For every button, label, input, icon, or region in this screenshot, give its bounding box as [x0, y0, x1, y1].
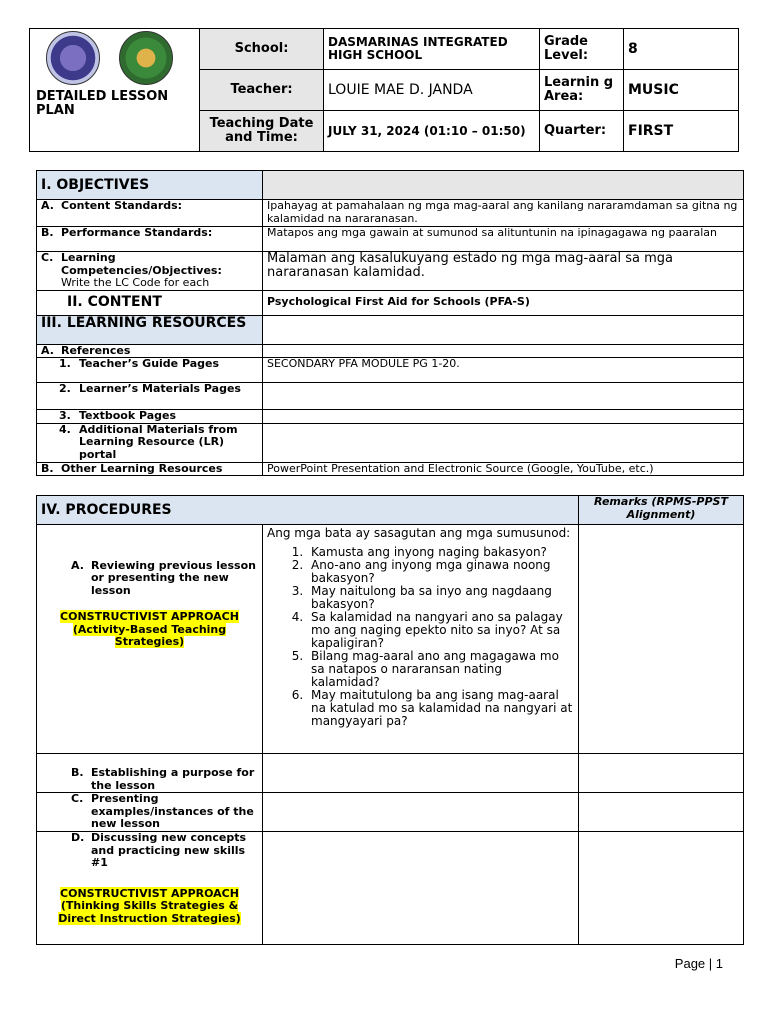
other-row: [41, 463, 258, 476]
procedures-heading: IV. PROCEDURES: [37, 496, 579, 525]
proc-a-approach: CONSTRUCTIVIST APPROACH (Activity-Based Teaching Strategies): [60, 610, 239, 648]
proc-b-row: [41, 767, 258, 792]
proc-d-key: D.: [71, 831, 85, 844]
am-row: [59, 424, 258, 462]
lm-value: [263, 383, 744, 410]
other-key: B.: [41, 462, 54, 475]
proc-a-cell: [37, 525, 263, 754]
proc-c-key: C.: [71, 792, 84, 805]
proc-a-label: Reviewing previous lesson or presenting the new lesson: [91, 558, 256, 597]
resources-heading: III. LEARNING RESOURCES: [37, 315, 263, 344]
tg-label: Teacher’s Guide Pages: [79, 357, 220, 370]
content-standards-label: Content Standards:: [61, 199, 183, 212]
lm-row: [59, 383, 258, 396]
performance-value: Matapos ang mga gawain at sumunod sa alituntunin na ipinagagawa ng paaralan: [263, 227, 744, 252]
tg-row: [59, 358, 258, 371]
resources-heading-fill: [263, 315, 744, 344]
lm-key: 2.: [59, 382, 71, 395]
tb-value: [263, 410, 744, 424]
school-label: School:: [200, 29, 324, 70]
proc-a-remarks: [579, 525, 744, 754]
teacher-value: LOUIE MAE D. JANDA: [324, 70, 540, 111]
references-label: References: [61, 344, 131, 357]
question-item: 5. Bilang mag-aaral ano ang magagawa mo sa natapos o nararansan nating kalamidad?: [307, 650, 574, 689]
proc-d-content: [263, 832, 579, 945]
teacher-label: Teacher:: [200, 70, 324, 111]
header-table: [29, 28, 739, 152]
tb-row: [59, 410, 258, 423]
lm-label: Learner’s Materials Pages: [79, 382, 241, 395]
proc-b-label: Establishing a purpose for the lesson: [91, 766, 255, 792]
proc-a-intro: Ang mga bata ay sasagutan ang mga sumusunod:: [267, 526, 571, 540]
content-heading: II. CONTENT: [37, 290, 263, 315]
proc-c-label: Presenting examples/instances of the new lesson: [91, 792, 254, 830]
content-value: Psychological First Aid for Schools (PFA-S): [263, 290, 744, 315]
content-standards-label-row: [41, 200, 258, 213]
procedures-table: [36, 495, 744, 945]
grade-label: Grade Level:: [540, 29, 624, 70]
quarter-value: FIRST: [624, 111, 739, 152]
performance-label: Performance Standards:: [61, 226, 213, 239]
area-value: MUSIC: [624, 70, 739, 111]
proc-a-row: [41, 560, 258, 598]
date-value: JULY 31, 2024 (01:10 – 01:50): [324, 111, 540, 152]
question-item: 2. Ano-ano ang inyong mga ginawa noong bakasyon?: [307, 559, 574, 585]
grade-value: 8: [624, 29, 739, 70]
question-item: 3. May naitulong ba sa inyo ang nagdaang bakasyon?: [307, 585, 574, 611]
content-standards-key: A.: [41, 199, 54, 212]
references-key: A.: [41, 344, 54, 357]
tb-key: 3.: [59, 409, 71, 422]
content-standards-value: Ipahayag at pamahalaan ng mga mag-aaral ang kanilang nararamdaman sa gitna ng kalamidad na nararanasan.: [263, 200, 744, 227]
proc-b-content: [263, 754, 579, 793]
competencies-key: C.: [41, 251, 54, 264]
question-item: 4. Sa kalamidad na nangyari ano sa palagay mo ang naging epekto nito sa inyo? At sa kapaligiran?: [307, 611, 574, 650]
proc-d-label: Discussing new concepts and practicing new skills #1: [91, 831, 247, 869]
competencies-note: Write the LC Code for each: [61, 276, 210, 289]
area-label: Learnin g Area:: [540, 70, 624, 111]
proc-b-key: B.: [71, 766, 84, 779]
tb-label: Textbook Pages: [79, 409, 177, 422]
school-value: DASMARINAS INTEGRATED HIGH SCHOOL: [324, 29, 540, 70]
logo-cell: [30, 29, 200, 152]
proc-c-content: [263, 793, 579, 832]
date-label: Teaching Date and Time:: [200, 111, 324, 152]
competencies-label: Learning Competencies/Objectives:: [61, 251, 222, 277]
proc-d-approach: CONSTRUCTIVIST APPROACH (Thinking Skills Strategies & Direct Instruction Strategies): [58, 886, 241, 925]
proc-a-content: [263, 525, 579, 754]
other-label: Other Learning Resources: [61, 462, 223, 475]
performance-label-row: [41, 227, 258, 240]
am-key: 4.: [59, 423, 71, 436]
proc-b-remarks: [579, 754, 744, 793]
tg-value: SECONDARY PFA MODULE PG 1-20.: [263, 358, 744, 383]
quarter-label: Quarter:: [540, 111, 624, 152]
objectives-heading-fill: [263, 171, 744, 200]
proc-a-questions: [267, 546, 574, 728]
proc-c-row: [41, 793, 258, 831]
question-item: 6. May maitutulong ba ang isang mag-aaral na katulad mo sa kalamidad na nangyari at mangyayari pa?: [307, 689, 574, 728]
question-item: 1. Kamusta ang inyong naging bakasyon?: [307, 546, 574, 559]
proc-d-row: [41, 832, 258, 870]
other-value: PowerPoint Presentation and Electronic Source (Google, YouTube, etc.): [263, 462, 744, 476]
references-row: [41, 345, 258, 358]
document-title: DETAILED LESSON PLAN: [36, 89, 169, 118]
proc-c-remarks: [579, 793, 744, 832]
proc-a-key: A.: [71, 558, 84, 572]
references-value: [263, 344, 744, 358]
competencies-label-row: [41, 252, 258, 290]
page-number: Page | 1: [674, 956, 723, 971]
am-label: Additional Materials from Learning Resource (LR) portal: [79, 423, 238, 461]
am-value: [263, 423, 744, 462]
proc-d-remarks: [579, 832, 744, 945]
objectives-heading: I. OBJECTIVES: [37, 171, 263, 200]
performance-key: B.: [41, 226, 54, 239]
remarks-heading: Remarks (RPMS-PPST Alignment): [579, 496, 744, 525]
tg-key: 1.: [59, 357, 71, 370]
objectives-table: [36, 170, 744, 476]
competencies-value: Malaman ang kasalukuyang estado ng mga mag-aaral sa mga nararanasan kalamidad.: [263, 252, 744, 291]
